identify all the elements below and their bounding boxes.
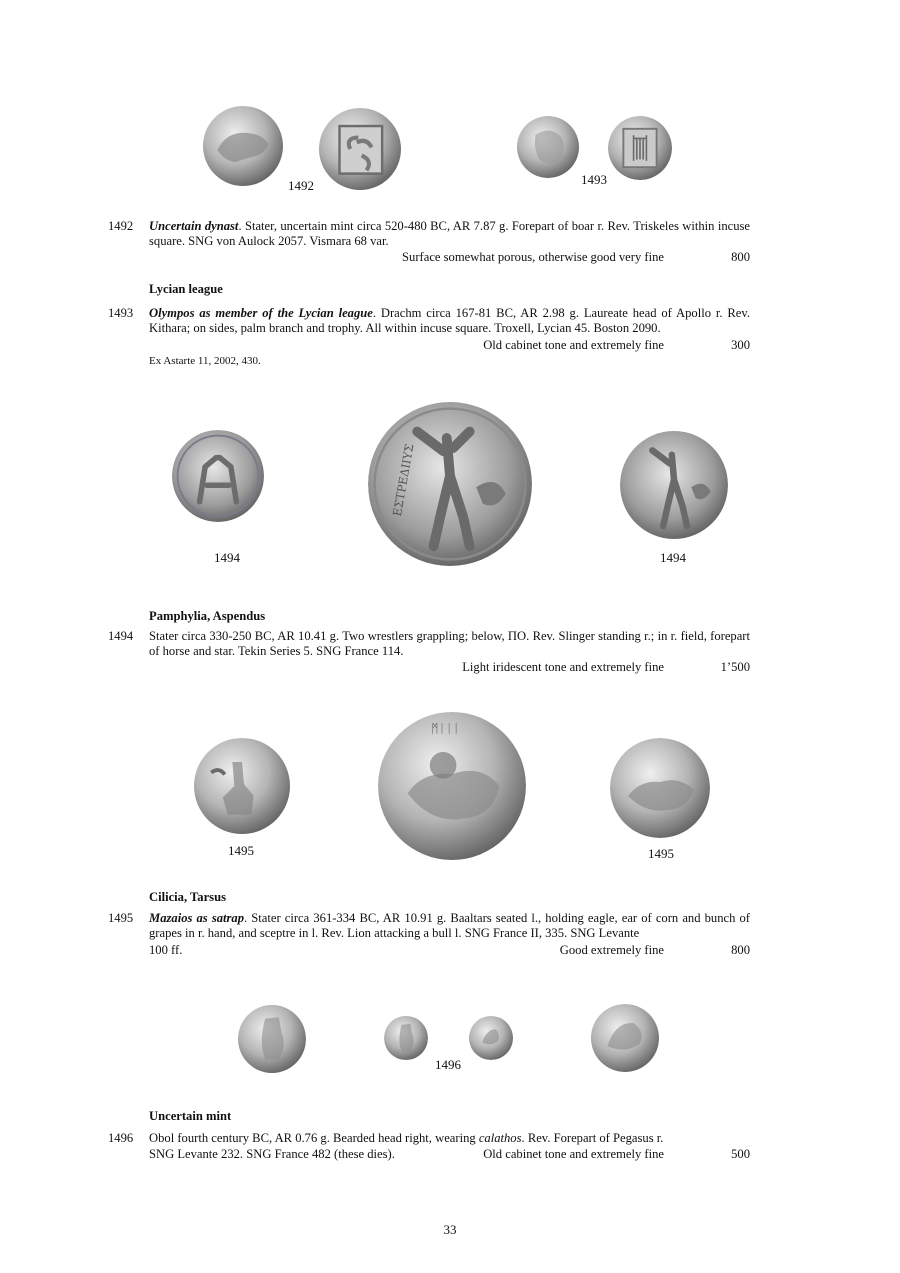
lot-price: 300 <box>731 338 750 352</box>
coin-1496-obverse-small-image <box>384 1015 428 1061</box>
coin-1494-reverse-small-image <box>620 430 728 540</box>
lot-number: 1494 <box>108 629 134 643</box>
lot-text-continued: 100 ff. <box>149 943 183 957</box>
lot-grade: Old cabinet tone and extremely fine <box>483 338 664 352</box>
coin-1496-reverse-small-image <box>468 1016 514 1060</box>
coin-1492-obverse-image <box>197 106 289 186</box>
lot-grade-row <box>149 1147 750 1163</box>
lot-grade: Old cabinet tone and extremely fine <box>483 1147 664 1161</box>
lot-text: Stater circa 330-250 BC, AR 10.41 g. Two wrestlers grappling; below, ΠΟ. Rev. Slinger standing r.; in r. field, forepart of horse and star. Tekin Series 5. SNG France 114. <box>149 629 750 659</box>
lot-description <box>149 1131 750 1146</box>
lot-text: Obol fourth century BC, AR 0.76 g. Bearded head right, wearing <box>149 1131 479 1145</box>
section-heading: Uncertain mint <box>149 1109 232 1123</box>
coin-1493-obverse-image <box>516 116 580 178</box>
provenance-note: Ex Astarte 11, 2002, 430. <box>149 355 261 367</box>
coin-1495-reverse-large-image <box>378 708 526 864</box>
lot-text-italic: calathos <box>478 1131 522 1145</box>
lot-description <box>149 629 750 660</box>
lot-grade: Good extremely fine <box>559 943 664 957</box>
lot-grade: Surface somewhat porous, otherwise good very fine <box>402 250 664 264</box>
figure-label-1493: 1493 <box>581 172 607 187</box>
lot-description <box>149 306 750 337</box>
section-heading: Pamphylia, Aspendus <box>149 609 266 623</box>
lot-text: . Stater circa 361-334 BC, AR 10.91 g. Baaltars seated l., holding eagle, ear of corn and bunch of grapes in r. hand, and sceptre in l. Rev. Lion attacking a bull l. SNG France II, 335. SNG Levante <box>149 911 750 941</box>
lot-title: Olympos as member of the Lycian league <box>149 306 373 320</box>
coin-1494-reverse-large-image <box>368 400 532 568</box>
coin-1495-reverse-small-image <box>610 738 710 838</box>
lot-grade-row <box>149 338 750 354</box>
figure-label-1492: 1492 <box>288 178 314 193</box>
svg-text:ΕΣΤΡΕΔΙΙΥΣ: ΕΣΤΡΕΔΙΙΥΣ <box>389 442 417 518</box>
lot-grade-row <box>149 660 750 676</box>
figure-label-1495-left: 1495 <box>228 843 254 858</box>
coin-1495-obverse-image <box>190 738 294 834</box>
coin-1494-obverse-image <box>172 430 264 522</box>
coin-1492-reverse-image <box>314 108 406 190</box>
figure-label-1494-right: 1494 <box>660 550 686 565</box>
lot-price: 500 <box>731 1147 750 1161</box>
figure-label-1494-left: 1494 <box>214 550 240 565</box>
lot-price: 1’500 <box>720 660 750 674</box>
lot-number: 1496 <box>108 1131 134 1145</box>
lot-text-continued: SNG Levante 232. SNG France 482 (these dies). <box>149 1147 395 1161</box>
lot-grade-row <box>149 943 750 959</box>
coin-1493-reverse-image <box>608 116 672 180</box>
lot-number: 1493 <box>108 306 134 320</box>
page-number: 33 <box>443 1222 457 1237</box>
lot-price: 800 <box>731 943 750 957</box>
svg-text:ᛗᛁᛁᛁ: ᛗᛁᛁᛁ <box>431 721 460 736</box>
lot-number: 1492 <box>108 219 134 233</box>
lot-title: Uncertain dynast <box>149 219 239 233</box>
section-heading: Cilicia, Tarsus <box>149 890 226 904</box>
lot-number: 1495 <box>108 911 134 925</box>
figure-label-1495-right: 1495 <box>648 846 674 861</box>
lot-text: . Stater, uncertain mint circa 520-480 BC, AR 7.87 g. Forepart of boar r. Rev. Triskeles within incuse square. SNG von Aulock 2057. Vismara 68 var. <box>149 219 751 249</box>
lot-description <box>149 219 750 250</box>
figure-label-1496: 1496 <box>435 1057 461 1072</box>
coin-1496-obverse-large-image <box>238 1004 306 1074</box>
section-heading: Lycian league <box>149 282 223 296</box>
lot-text: . Drachm circa 167-81 BC, AR 2.98 g. Laureate head of Apollo r. Rev. Kithara; on sides, palm branch and trophy. All within incuse square. Troxell, Lycian 45. Boston 2090. <box>149 306 750 336</box>
lot-description <box>149 911 750 942</box>
lot-price: 800 <box>731 250 750 264</box>
lot-text: . Rev. Forepart of Pegasus r. <box>521 1131 664 1145</box>
lot-grade: Light iridescent tone and extremely fine <box>462 660 664 674</box>
lot-title: Mazaios as satrap <box>149 911 245 925</box>
coin-1496-reverse-large-image <box>590 1004 660 1072</box>
lot-grade-row <box>149 250 750 266</box>
